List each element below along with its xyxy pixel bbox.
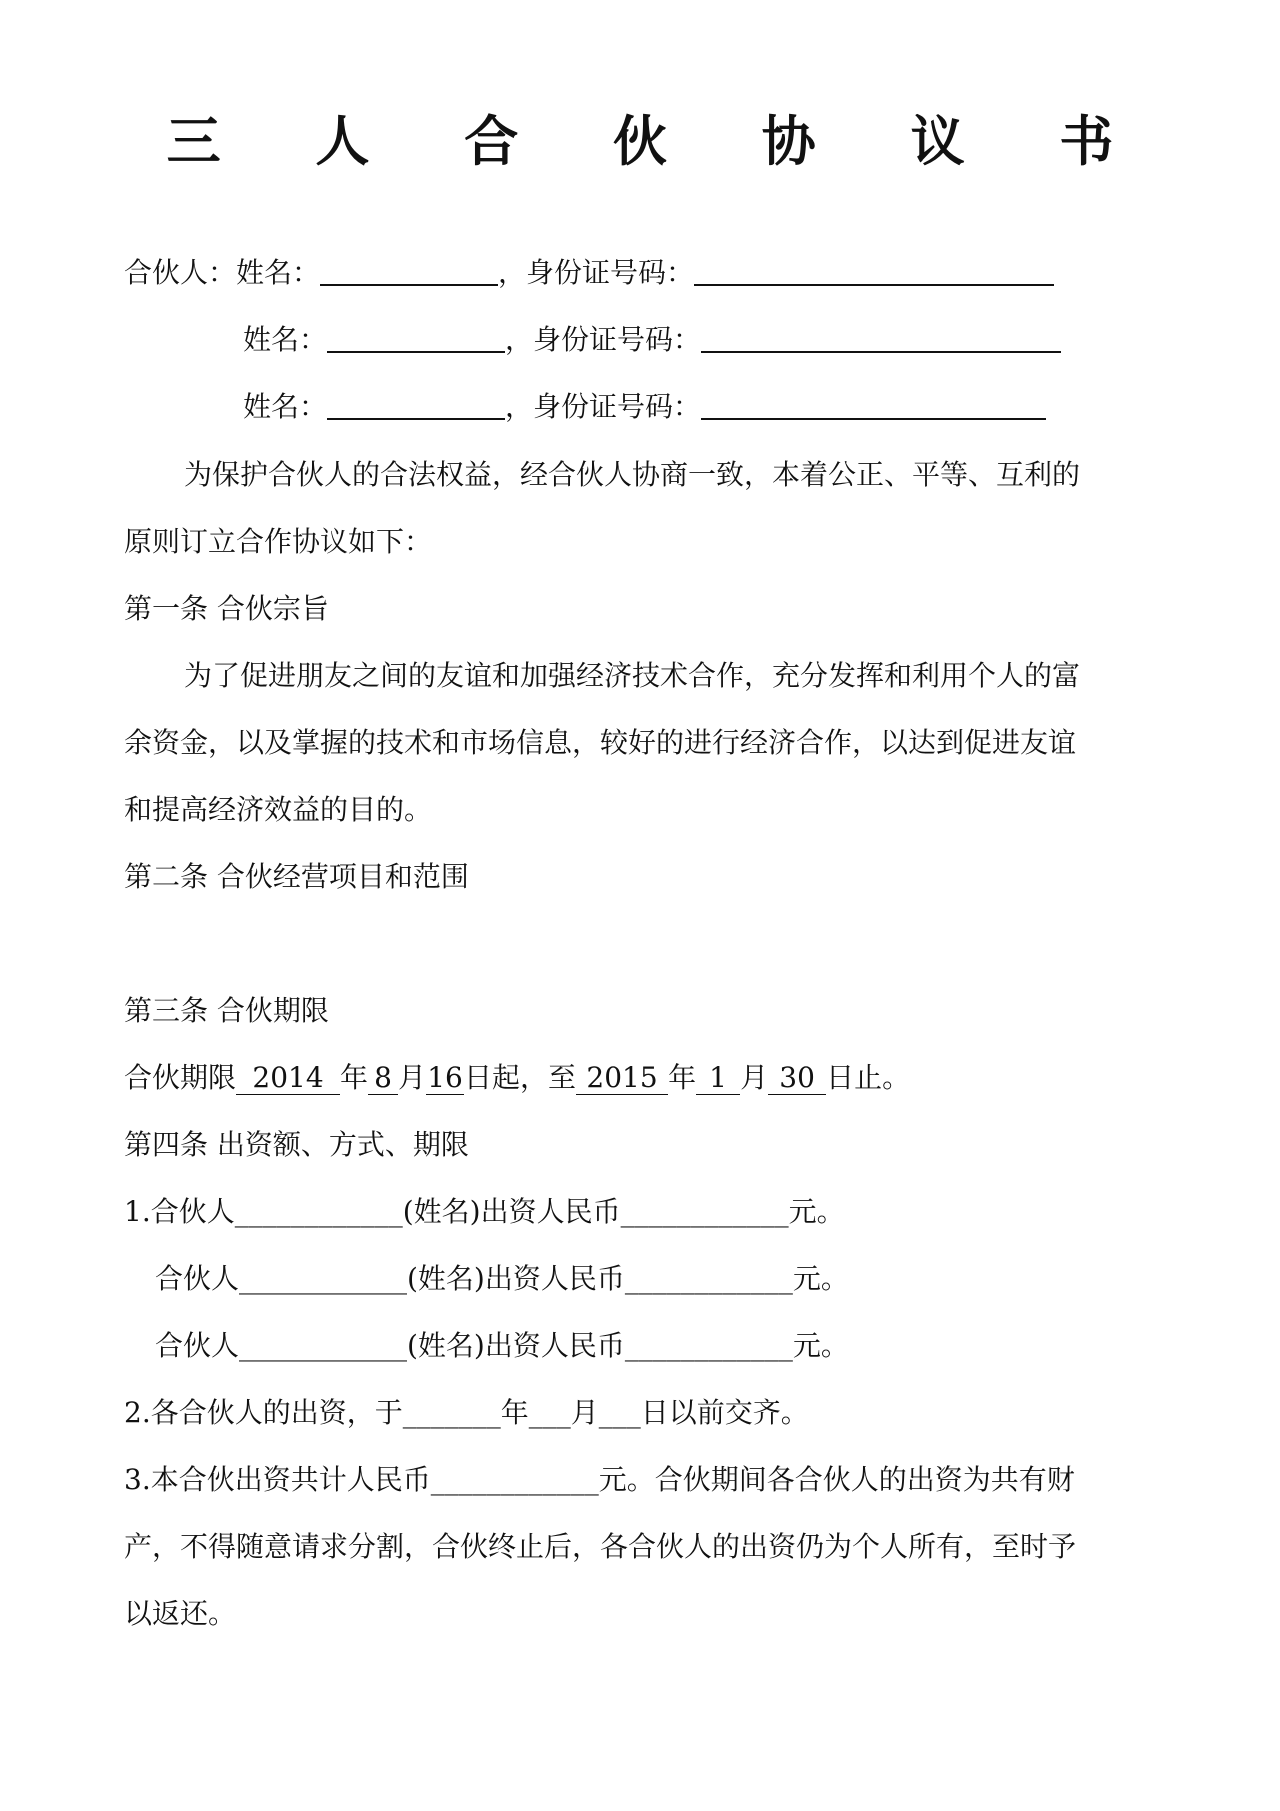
month-char: 月 xyxy=(740,1061,769,1094)
preamble-line-2: 原则订立合作协议如下： xyxy=(124,525,433,558)
partner-label: 合伙人： xyxy=(124,256,237,289)
name-label: 姓名： xyxy=(243,390,328,423)
term-line xyxy=(124,1058,910,1098)
month-char: 月 xyxy=(398,1061,427,1094)
id-label: ，身份证号码： xyxy=(498,256,695,289)
id-label: ，身份证号码： xyxy=(505,323,702,356)
total-contribution-line-2: 产，不得随意请求分割，合伙终止后，各合伙人的出资仍为个人所有，至时予 xyxy=(124,1530,1077,1563)
id-field-2[interactable] xyxy=(701,321,1061,353)
article-2-heading: 第二条 合伙经营项目和范围 xyxy=(124,860,469,893)
start-month-field[interactable]: 8 xyxy=(368,1062,398,1095)
article-1-line-2: 余资金，以及掌握的技术和市场信息，较好的进行经济合作，以达到促进友谊 xyxy=(124,726,1077,759)
end-month-field[interactable]: 1 xyxy=(696,1062,740,1095)
contribution-line-3: 合伙人____________(姓名)出资人民币____________元。 xyxy=(155,1329,849,1362)
total-contribution-line-3: 以返还。 xyxy=(124,1597,237,1630)
term-label: 合伙期限 xyxy=(124,1061,237,1094)
name-label: 姓名： xyxy=(236,256,321,289)
article-3-heading: 第三条 合伙期限 xyxy=(124,994,329,1027)
id-field-3[interactable] xyxy=(701,388,1046,420)
article-4-heading: 第四条 出资额、方式、期限 xyxy=(124,1128,469,1161)
contribution-line-1 xyxy=(124,1192,845,1232)
article-1-line-3: 和提高经济效益的目的。 xyxy=(124,793,433,826)
name-field-3[interactable] xyxy=(327,388,505,420)
name-field-2[interactable] xyxy=(327,321,505,353)
end-day-field[interactable]: 30 xyxy=(768,1062,826,1095)
start-year-field[interactable]: 2014 xyxy=(236,1062,340,1095)
contribution-line-2: 合伙人____________(姓名)出资人民币____________元。 xyxy=(155,1262,849,1295)
end-suffix: 日止。 xyxy=(826,1061,911,1094)
start-suffix: 日起，至 xyxy=(464,1061,577,1094)
end-year-field[interactable]: 2015 xyxy=(576,1062,668,1095)
name-label: 姓名： xyxy=(243,323,328,356)
id-field-1[interactable] xyxy=(694,254,1054,286)
year-char: 年 xyxy=(668,1061,697,1094)
partner-row-1 xyxy=(124,253,1054,293)
total-contribution-line-1: 3.本合伙出资共计人民币____________元。合伙期间各合伙人的出资为共有财 xyxy=(124,1463,1075,1496)
partner-row-2 xyxy=(243,320,1061,360)
id-label: ，身份证号码： xyxy=(505,390,702,423)
year-char: 年 xyxy=(340,1061,369,1094)
start-day-field[interactable]: 16 xyxy=(427,1061,463,1094)
contribution-deadline: 2.各合伙人的出资，于_______年___月___日以前交齐。 xyxy=(124,1396,809,1429)
preamble-line-1: 为保护合伙人的合法权益，经合伙人协商一致，本着公正、平等、互利的 xyxy=(184,458,1081,491)
partner-contribution: 合伙人____________(姓名)出资人民币____________元。 xyxy=(150,1195,845,1228)
name-field-1[interactable] xyxy=(320,254,498,286)
article-1-line-1: 为了促进朋友之间的友谊和加强经济技术合作，充分发挥和利用个人的富 xyxy=(184,659,1081,692)
partner-row-3 xyxy=(243,387,1046,427)
article-1-heading: 第一条 合伙宗旨 xyxy=(124,592,329,625)
item-number: 1. xyxy=(124,1195,151,1228)
document-title: 三 人 合 伙 协 议 书 xyxy=(166,109,1152,173)
